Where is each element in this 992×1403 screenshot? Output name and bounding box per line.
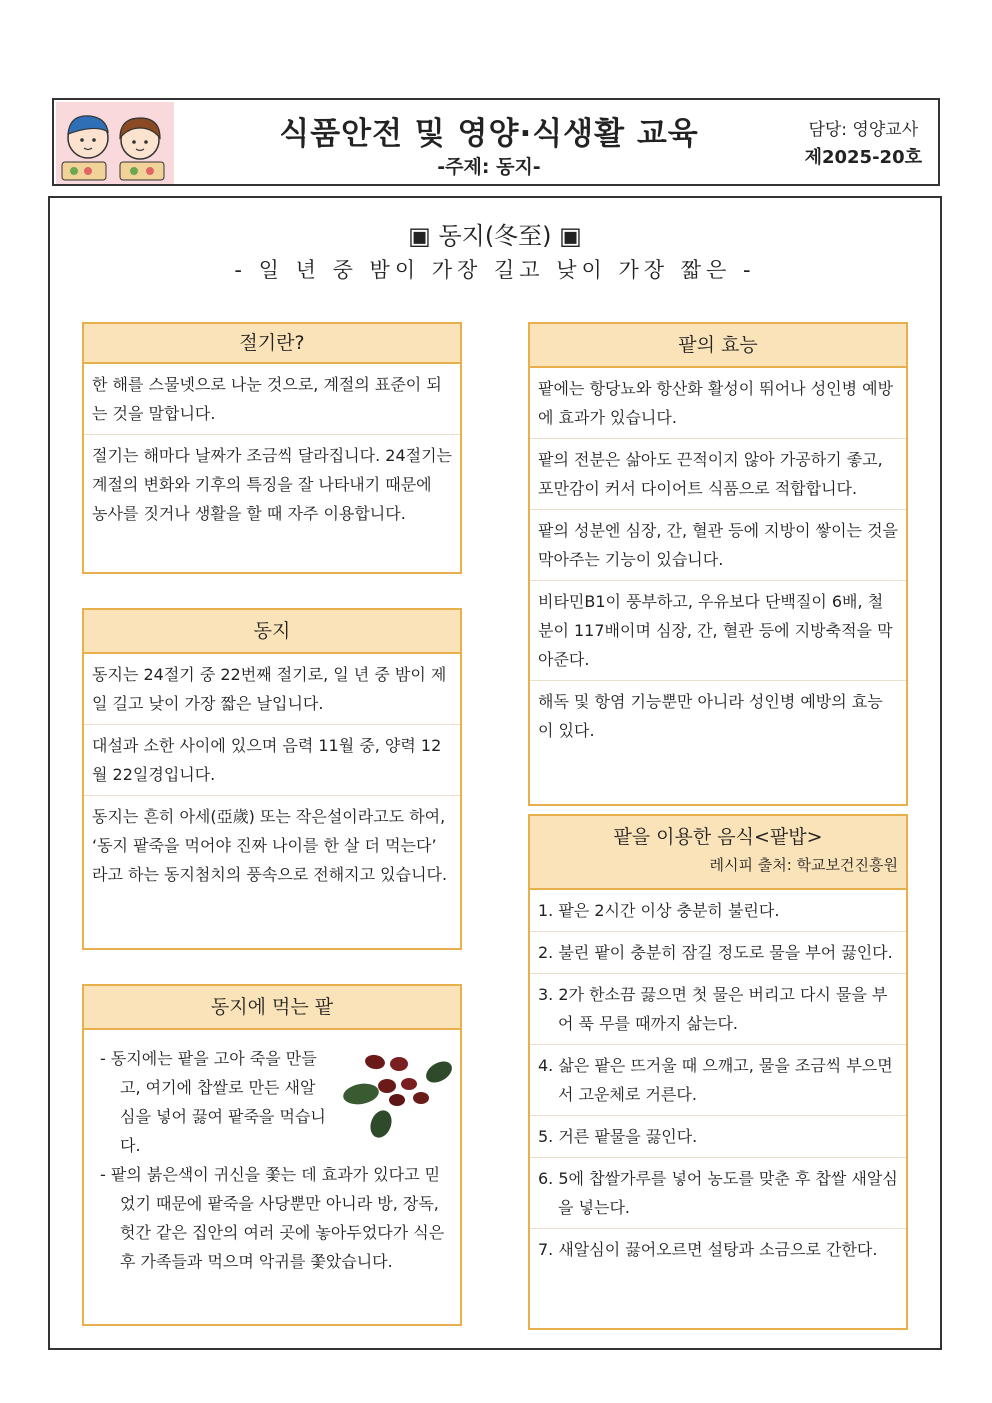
- section-row: 팥의 전분은 삶아도 끈적이지 않아 가공하기 좋고, 포만감이 커서 다이어트 식품으로 적합합니다.: [530, 439, 906, 510]
- newsletter-topic: -주제: 동지-: [437, 156, 541, 178]
- recipe-step: 5. 거른 팥물을 끓인다.: [530, 1116, 906, 1158]
- section-jeolgi: [82, 322, 462, 574]
- newsletter-title: 식품안전 및 영양·식생활 교육: [279, 116, 699, 152]
- section-row: 절기는 해마다 날짜가 조금씩 달라집니다. 24절기는 계절의 변화와 기후의 특징을 잘 나타내기 때문에 농사를 짓거나 생활을 할 때 자주 이용합니다.: [92, 446, 452, 523]
- redbean-item: - 동지에는 팥을 고아 죽을 만들고, 여기에 찹쌀로 만든 새알심을 넣어 끓여 팥죽을 먹습니다.: [100, 1049, 326, 1155]
- section-row: 한 해를 스물넷으로 나눈 것으로, 계절의 표준이 되는 것을 말합니다.: [84, 364, 460, 435]
- recipe-header: [530, 816, 906, 890]
- section-recipe: [528, 814, 908, 1330]
- recipe-step: 6. 5에 찹쌀가루를 넣어 농도를 맞춘 후 찹쌀 새알심을 넣는다.: [530, 1158, 906, 1229]
- redbean-item: - 팥의 붉은색이 귀신을 쫓는 데 효과가 있다고 믿었기 때문에 팥죽을 사당뿐만 아니라 방, 장독, 헛간 같은 집안의 여러 곳에 놓아두었다가 식은 후 가족들과 먹으며 악귀를 쫓았습니다.: [100, 1165, 445, 1271]
- section-redbean: [82, 984, 462, 1326]
- recipe-step: 3. 2가 한소끔 끓으면 첫 물은 버리고 다시 물을 부어 푹 무를 때까지 삶는다.: [530, 974, 906, 1045]
- section-title: 절기란?: [84, 324, 460, 364]
- section-row: 비타민B1이 풍부하고, 우유보다 단백질이 6배, 철분이 117배이며 심장, 간, 혈관 등에 지방축적을 막아준다.: [530, 581, 906, 681]
- section-row: 동지는 흔히 아세(亞歲) 또는 작은설이라고도 하여, ‘동지 팥죽을 먹어야 진짜 나이를 한 살 더 먹는다’ 라고 하는 동지첨치의 풍속으로 전해지고 있습니다.: [92, 807, 448, 884]
- main-title: ▣ 동지(冬至) ▣: [408, 222, 582, 250]
- section-title: 동지: [84, 610, 460, 654]
- section-title: 팥의 효능: [530, 324, 906, 368]
- section-row: 해독 및 항염 기능뿐만 아니라 성인병 예방의 효능이 있다.: [538, 692, 883, 740]
- recipe-source: 레시피 출처: 학교보건진흥원: [709, 856, 898, 874]
- newsletter-meta: [805, 116, 922, 172]
- main-content: [48, 196, 942, 1350]
- section-row: 동지는 24절기 중 22번째 절기로, 일 년 중 밤이 제일 길고 낮이 가장 짧은 날입니다.: [84, 654, 460, 725]
- section-row: 팥의 성분엔 심장, 간, 혈관 등에 지방이 쌓이는 것을 막아주는 기능이 있습니다.: [530, 510, 906, 581]
- children-eating-illustration: [56, 102, 174, 184]
- red-beans-icon: [335, 1050, 460, 1140]
- recipe-step: 2. 불린 팥이 충분히 잠길 정도로 물을 부어 끓인다.: [530, 932, 906, 974]
- redbean-content: [84, 1030, 460, 1282]
- section-dongji: [82, 608, 462, 950]
- section-efficacy: [528, 322, 908, 806]
- section-title: 동지에 먹는 팥: [84, 986, 460, 1030]
- issue-number: 제2025-20호: [804, 147, 922, 168]
- author-label: 담당: 영양교사: [808, 120, 919, 140]
- section-row: 팥에는 항당뇨와 항산화 활성이 뛰어나 성인병 예방에 효과가 있습니다.: [530, 368, 906, 439]
- main-subtitle: - 일 년 중 밤이 가장 길고 낮이 가장 짧은 -: [234, 258, 756, 282]
- section-row: 대설과 소한 사이에 있으며 음력 11월 중, 양력 12월 22일경입니다.: [84, 725, 460, 796]
- recipe-step: 1. 팥은 2시간 이상 충분히 불린다.: [530, 890, 906, 932]
- recipe-step: 7. 새알심이 끓어오르면 설탕과 소금으로 간한다.: [538, 1240, 878, 1259]
- newsletter-header: [52, 98, 940, 186]
- section-title: 팥을 이용한 음식<팥밥>: [613, 826, 823, 848]
- recipe-step: 4. 삶은 팥은 뜨거울 때 으깨고, 물을 조금씩 부으면서 고운체로 거른다.: [530, 1045, 906, 1116]
